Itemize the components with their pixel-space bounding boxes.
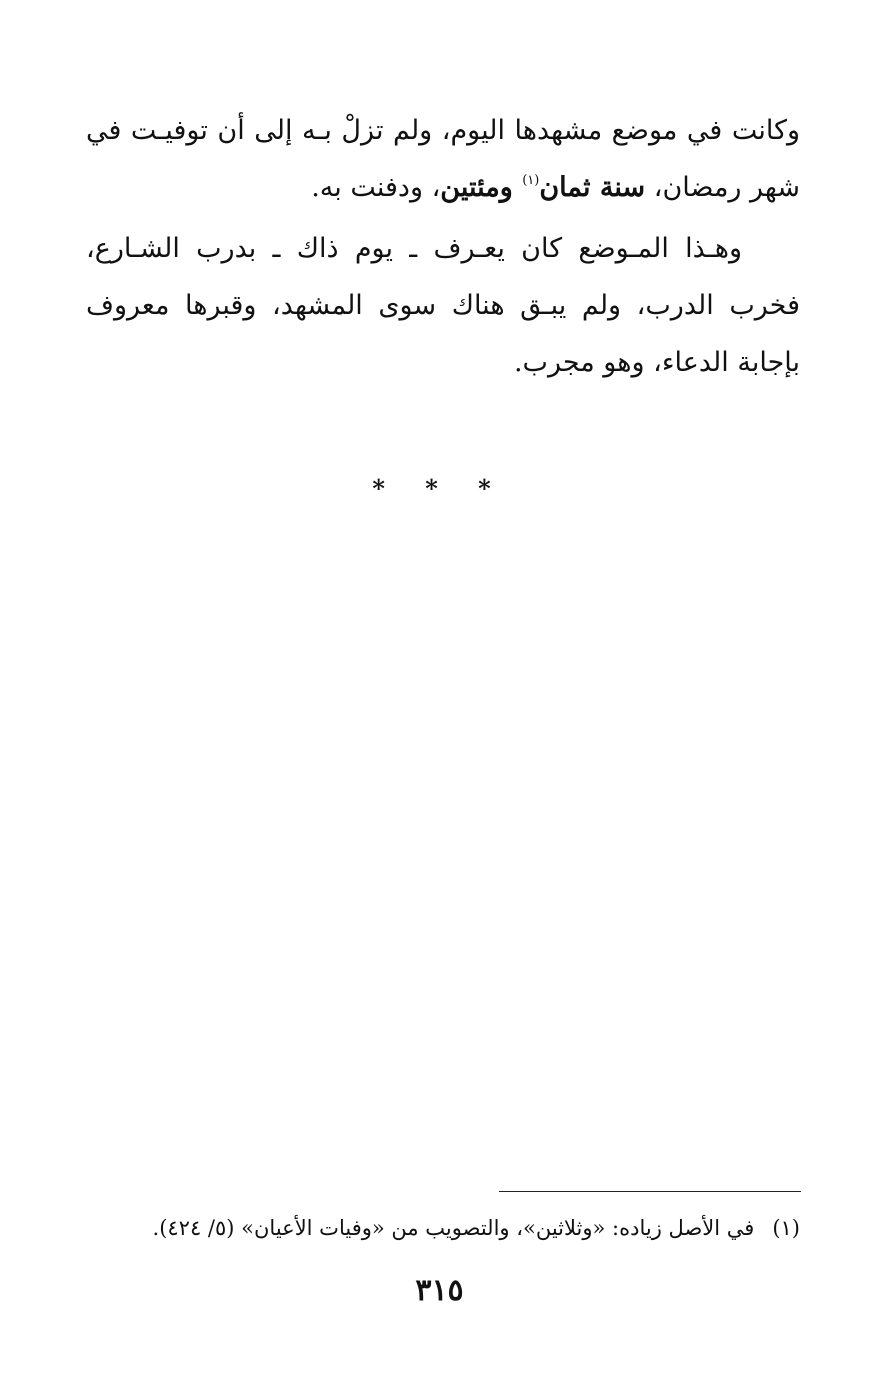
page-number: ٣١٥	[415, 1273, 464, 1308]
footnote-text: في الأصل زياده: «وثلاثين»، والتصويب من «وفيات الأعيان» (٥/ ٤٢٤).	[152, 1216, 755, 1240]
footnote-divider	[499, 1191, 801, 1192]
paragraph-1	[86, 102, 800, 216]
footnote	[86, 1210, 800, 1246]
footnote-number: (١)	[772, 1216, 800, 1240]
footnote-reference: (١)	[522, 173, 540, 188]
main-text	[86, 102, 800, 391]
paragraph-1-start: وكانت في موضع مشهدها اليوم، ولم تزلْ بـه إلى أن توفيـت في شهر رمضان،	[86, 115, 800, 203]
paragraph-1-bold-hundreds: ومئتين	[440, 172, 523, 203]
paragraph-1-bold-year: سنة ثمان	[539, 172, 646, 203]
paragraph-1-end: ، ودفنت به.	[311, 172, 441, 203]
section-separator: * * *	[372, 474, 507, 503]
paragraph-2: وهـذا المـوضع كان يعـرف ـ يوم ذاك ـ بدرب الشـارع، فخرب الدرب، ولم يبـق هناك سوى المشهد، وقبرها معروف بإجابة الدعاء، وهو مجرب.	[86, 233, 800, 378]
